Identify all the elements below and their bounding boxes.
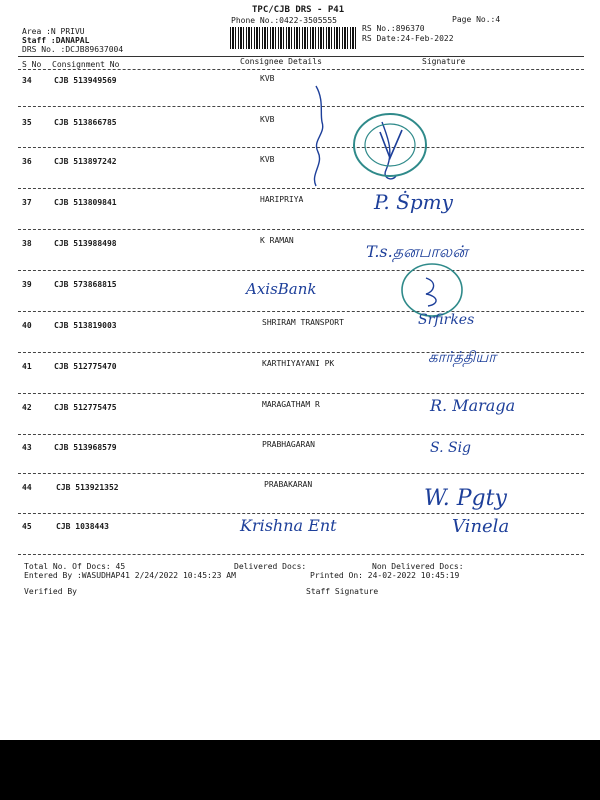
row-sno: 41	[22, 362, 32, 371]
row-sno: 42	[22, 403, 32, 412]
row-consignment: CJB 512775470	[54, 362, 117, 371]
column-consignment: Consignment No	[52, 60, 120, 69]
row-divider	[18, 270, 584, 271]
row-sno: 43	[22, 443, 32, 452]
row-consignee: PRABHAGARAN	[262, 440, 315, 449]
row-consignment: CJB 513949569	[54, 76, 117, 85]
row-consignment: CJB 513866785	[54, 118, 117, 127]
row-divider	[18, 352, 584, 353]
drs-number: DRS No. :DCJB89637004	[22, 45, 124, 54]
entered-by: Entered By :WASUDHAP41 2/24/2022 10:45:23 AM	[24, 571, 236, 580]
handwritten-name-row-45: Krishna Ent	[240, 516, 337, 535]
row-sno: 45	[22, 522, 32, 531]
row-consignee: SHRIRAM TRANSPORT	[262, 318, 344, 327]
signature-row-40: Srfirkes	[418, 312, 475, 328]
area-label: Area :N PRIVU	[22, 27, 85, 36]
signature-row-44: W. Pgty	[424, 486, 507, 511]
row-sno: 44	[22, 483, 32, 492]
phone-number: Phone No.:0422-3505555	[231, 16, 337, 25]
rs-number: RS No.:896370	[362, 24, 425, 33]
row-consignee: KVB	[260, 74, 275, 83]
verified-by: Verified By	[24, 587, 77, 596]
row-consignee: PRABAKARAN	[264, 480, 313, 489]
signature-row-42: R. Maraga	[430, 396, 516, 415]
row-sno: 40	[22, 321, 32, 330]
row-consignment: CJB 513897242	[54, 157, 117, 166]
row-consignment: CJB 1038443	[56, 522, 109, 531]
rs-date: RS Date:24-Feb-2022	[362, 34, 454, 43]
header-underline	[18, 69, 584, 70]
printed-on: Printed On: 24-02-2022 10:45:19	[310, 571, 460, 580]
row-consignee: KVB	[260, 115, 275, 124]
row-sno: 38	[22, 239, 32, 248]
row-consignment: CJB 573868815	[54, 280, 117, 289]
row-consignee: KARTHIYAYANI PK	[262, 359, 335, 368]
row-divider	[18, 434, 584, 435]
handwritten-name-row-39: AxisBank	[246, 280, 317, 298]
row-consignee: K RAMAN	[260, 236, 294, 245]
signature-row-45: Vinela	[452, 516, 510, 537]
row-divider	[18, 473, 584, 474]
page-number: Page No.:4	[452, 15, 501, 24]
row-divider	[18, 554, 584, 555]
row-sno: 36	[22, 157, 32, 166]
scan-edge-band	[0, 740, 600, 800]
staff-signature: Staff Signature	[306, 587, 379, 596]
signature-row-41: கார்த்தியா	[428, 348, 497, 366]
signature-row-43: S. Sig	[430, 440, 472, 456]
column-consignee: Consignee Details	[240, 57, 322, 66]
document-title: TPC/CJB DRS - P41	[252, 5, 345, 15]
round-stamp-icon	[398, 260, 470, 320]
column-signature: Signature	[422, 57, 466, 66]
row-sno: 35	[22, 118, 32, 127]
row-consignee: HARIPRIYA	[260, 195, 304, 204]
row-divider	[18, 393, 584, 394]
row-consignment: CJB 513968579	[54, 443, 117, 452]
total-docs: Total No. Of Docs: 45	[24, 562, 126, 571]
row-consignment: CJB 513921352	[56, 483, 119, 492]
row-divider	[18, 229, 584, 230]
row-divider	[18, 513, 584, 514]
signature-row-38: T.s.தனபாலன்	[366, 242, 468, 261]
row-consignment: CJB 513819003	[54, 321, 117, 330]
barcode-icon	[230, 27, 358, 49]
non-delivered-docs: Non Delivered Docs:	[372, 562, 464, 571]
row-consignment: CJB 513988498	[54, 239, 117, 248]
row-sno: 37	[22, 198, 32, 207]
row-sno: 34	[22, 76, 32, 85]
row-consignment: CJB 512775475	[54, 403, 117, 412]
row-consignment: CJB 513809841	[54, 198, 117, 207]
signature-row-37: P. Ṡpmy	[374, 190, 453, 214]
bank-stamp-icon	[350, 110, 430, 180]
row-divider	[18, 311, 584, 312]
row-sno: 39	[22, 280, 32, 289]
delivered-docs: Delivered Docs:	[234, 562, 307, 571]
column-sno: S No	[22, 60, 42, 69]
staff-label: Staff :DANAPAL	[22, 36, 90, 45]
row-consignee: MARAGATHAM R	[262, 400, 320, 409]
row-consignee: KVB	[260, 155, 275, 164]
